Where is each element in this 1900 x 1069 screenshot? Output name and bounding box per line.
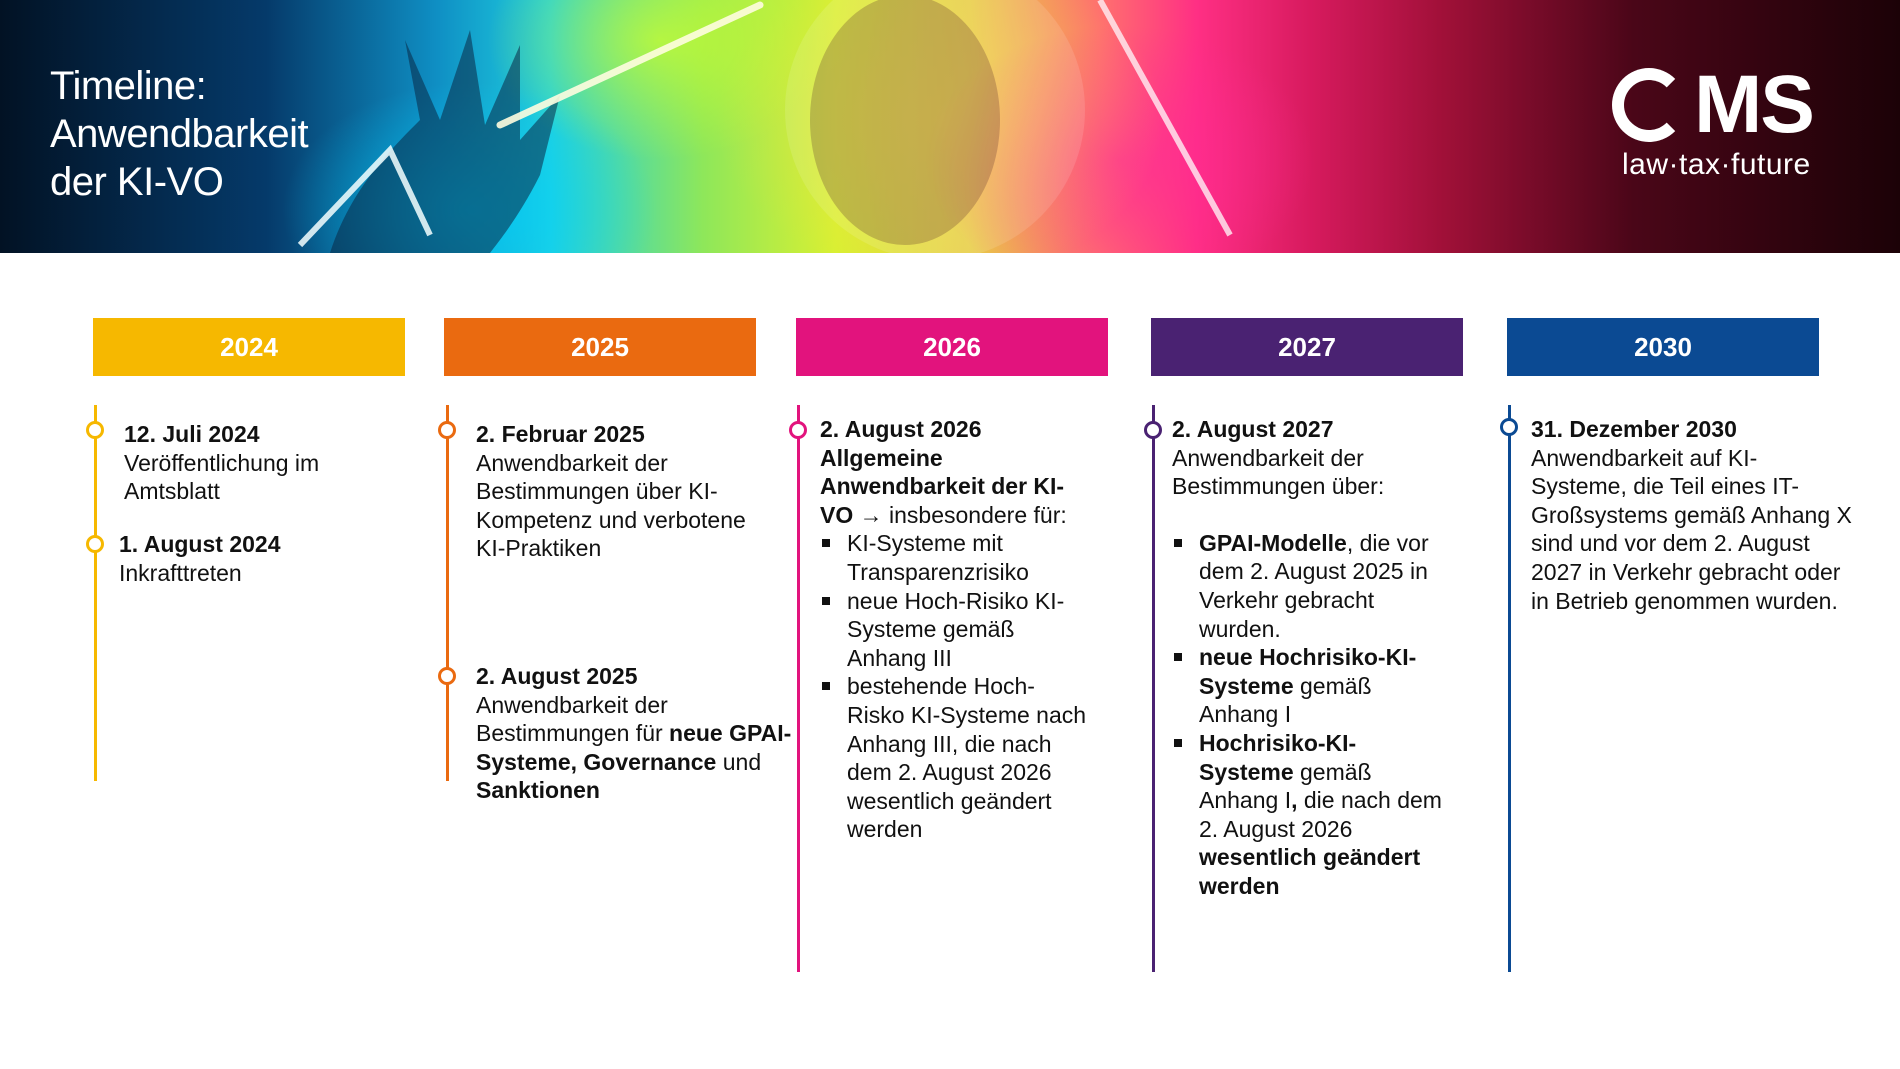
year-header-2030: 2030 (1507, 318, 1819, 376)
entry-text-bold: Allgemeine (820, 444, 943, 471)
year-column-2027 (1151, 318, 1463, 376)
bullet-line: Verkehr gebracht (1199, 586, 1375, 613)
title-line-2: Anwendbarkeit (50, 112, 309, 156)
bullet-item (1172, 529, 1472, 643)
entry-text-bold: Sanktionen (476, 777, 600, 804)
bullet-line: Anhang III, die nach (847, 730, 1052, 757)
entry-text: sind und vor dem 2. August (1531, 530, 1810, 557)
bullet-text-bold: GPAI-Modelle (1199, 529, 1347, 556)
timeline-dot (789, 421, 807, 439)
bullet-item (820, 529, 1112, 586)
bullet-text-bold: Hochrisiko-KI- (1199, 729, 1357, 756)
entry-2030-december (1531, 415, 1896, 615)
page-title (50, 62, 370, 206)
timeline-line-2025 (446, 405, 449, 781)
entry-text: Anwendbarkeit der (476, 691, 668, 718)
bullet-list (820, 529, 1112, 844)
bullet-line: Anhang I (1199, 701, 1292, 728)
neon-beam-right (1100, 0, 1230, 235)
entry-text: Inkrafttreten (119, 559, 242, 586)
entry-date: 12. Juli 2024 (124, 421, 260, 447)
entry-date: 1. August 2024 (119, 531, 281, 557)
timeline-line-2030 (1508, 405, 1511, 972)
year-header-2024: 2024 (93, 318, 405, 376)
cms-logo (1612, 60, 1842, 190)
entry-text-bold: neue GPAI- (669, 720, 792, 747)
year-column-2026 (796, 318, 1108, 376)
bullet-text: Anhang I (1199, 787, 1292, 814)
entry-text: 2027 in Verkehr gebracht oder (1531, 558, 1841, 585)
bullet-text: die nach dem (1297, 787, 1442, 814)
bullet-text-bold: werden (1199, 872, 1280, 899)
entry-text: Amtsblatt (124, 478, 220, 505)
bullet-line: wesentlich geändert (847, 787, 1052, 814)
entry-text: KI-Praktiken (476, 535, 602, 562)
year-header-2026: 2026 (796, 318, 1108, 376)
bullet-line: neue Hoch-Risiko KI- (847, 587, 1065, 614)
entry-text: Anwendbarkeit der (1172, 444, 1364, 471)
neon-beam (500, 5, 760, 125)
entry-2026-general-applicability (820, 415, 1112, 844)
timeline-dot (438, 421, 456, 439)
entry-date: 2. Februar 2025 (476, 421, 645, 447)
timeline-line-2027 (1152, 405, 1155, 972)
entry-text: Bestimmungen über KI- (476, 478, 718, 505)
logo-wordmark: MS (1694, 59, 1813, 150)
year-header-2025: 2025 (444, 318, 756, 376)
bullet-text: gemäß (1293, 758, 1372, 785)
timeline-line-2026 (797, 405, 800, 972)
entry-2025-february (476, 420, 796, 563)
bullet-text: gemäß (1293, 672, 1372, 699)
entry-text: Kompetenz und verbotene (476, 506, 746, 533)
bullet-text-bold: Systeme (1199, 758, 1294, 785)
entry-text: Anwendbarkeit der (476, 449, 668, 476)
entry-date: 31. Dezember 2030 (1531, 416, 1737, 442)
entry-text: in Betrieb genommen wurden. (1531, 587, 1838, 614)
bullet-text-bold: , (1291, 787, 1298, 814)
entry-2024-entry-into-force (119, 530, 409, 587)
bullet-item (1172, 643, 1472, 729)
entry-date: 2. August 2025 (476, 663, 638, 689)
title-line-3: der KI-VO (50, 160, 224, 204)
entry-text-bold: VO (820, 501, 854, 528)
bullet-line: werden (847, 816, 923, 843)
entry-text-bold: Anwendbarkeit der KI- (820, 473, 1065, 500)
year-column-2025 (444, 318, 756, 376)
bullet-text: , die vor (1346, 529, 1429, 556)
entry-2025-august (476, 662, 816, 805)
bullet-text-bold: Systeme (1199, 672, 1294, 699)
bullet-list (1172, 529, 1472, 901)
bullet-item (820, 672, 1112, 844)
timeline-line-2024 (94, 405, 97, 781)
year-column-2024 (93, 318, 405, 376)
entry-text: Großsystems gemäß Anhang X (1531, 501, 1852, 528)
bullet-line: bestehende Hoch- (847, 673, 1035, 700)
header-banner (0, 0, 1900, 253)
bullet-line: Systeme gemäß (847, 616, 1015, 643)
timeline-dot (1144, 421, 1162, 439)
bullet-line: Transparenzrisiko (847, 558, 1029, 585)
year-header-2027: 2027 (1151, 318, 1463, 376)
bullet-line: Anhang III (847, 644, 952, 671)
entry-text-bold: Systeme, Governance (476, 748, 717, 775)
entry-text: Bestimmungen für (476, 720, 670, 747)
entry-2024-publication (124, 420, 414, 506)
title-line-1: Timeline: (50, 64, 207, 108)
entry-text: Systeme, die Teil eines IT- (1531, 473, 1800, 500)
entry-text: und (716, 748, 762, 775)
bullet-item (820, 587, 1112, 673)
timeline-dot (86, 535, 104, 553)
entry-2027-august (1172, 415, 1472, 901)
timeline-dot (1500, 418, 1518, 436)
logo-tagline: law·tax·future (1622, 148, 1811, 181)
bullet-line: Risko KI-Systeme nach (847, 701, 1087, 728)
face-shadow (810, 0, 1000, 245)
bullet-text-bold: neue Hochrisiko-KI- (1199, 644, 1417, 671)
bullet-line: KI-Systeme mit (847, 530, 1003, 557)
logo-c-mark (1612, 68, 1686, 142)
timeline-dot (86, 421, 104, 439)
timeline-dot (438, 667, 456, 685)
bullet-line: dem 2. August 2025 in (1199, 558, 1428, 585)
entry-text: → insbesondere für: (853, 501, 1067, 528)
bullet-item (1172, 729, 1472, 901)
entry-date: 2. August 2027 (1172, 416, 1334, 442)
entry-text: Bestimmungen über: (1172, 473, 1385, 500)
bullet-line: dem 2. August 2026 (847, 759, 1052, 786)
entry-date: 2. August 2026 (820, 416, 982, 442)
year-column-2030 (1507, 318, 1819, 376)
bullet-text-bold: wesentlich geändert (1199, 844, 1421, 871)
bullet-line: 2. August 2026 (1199, 815, 1353, 842)
entry-text: Veröffentlichung im (124, 449, 320, 476)
entry-text: Anwendbarkeit auf KI- (1531, 444, 1758, 471)
bullet-line: wurden. (1199, 615, 1281, 642)
